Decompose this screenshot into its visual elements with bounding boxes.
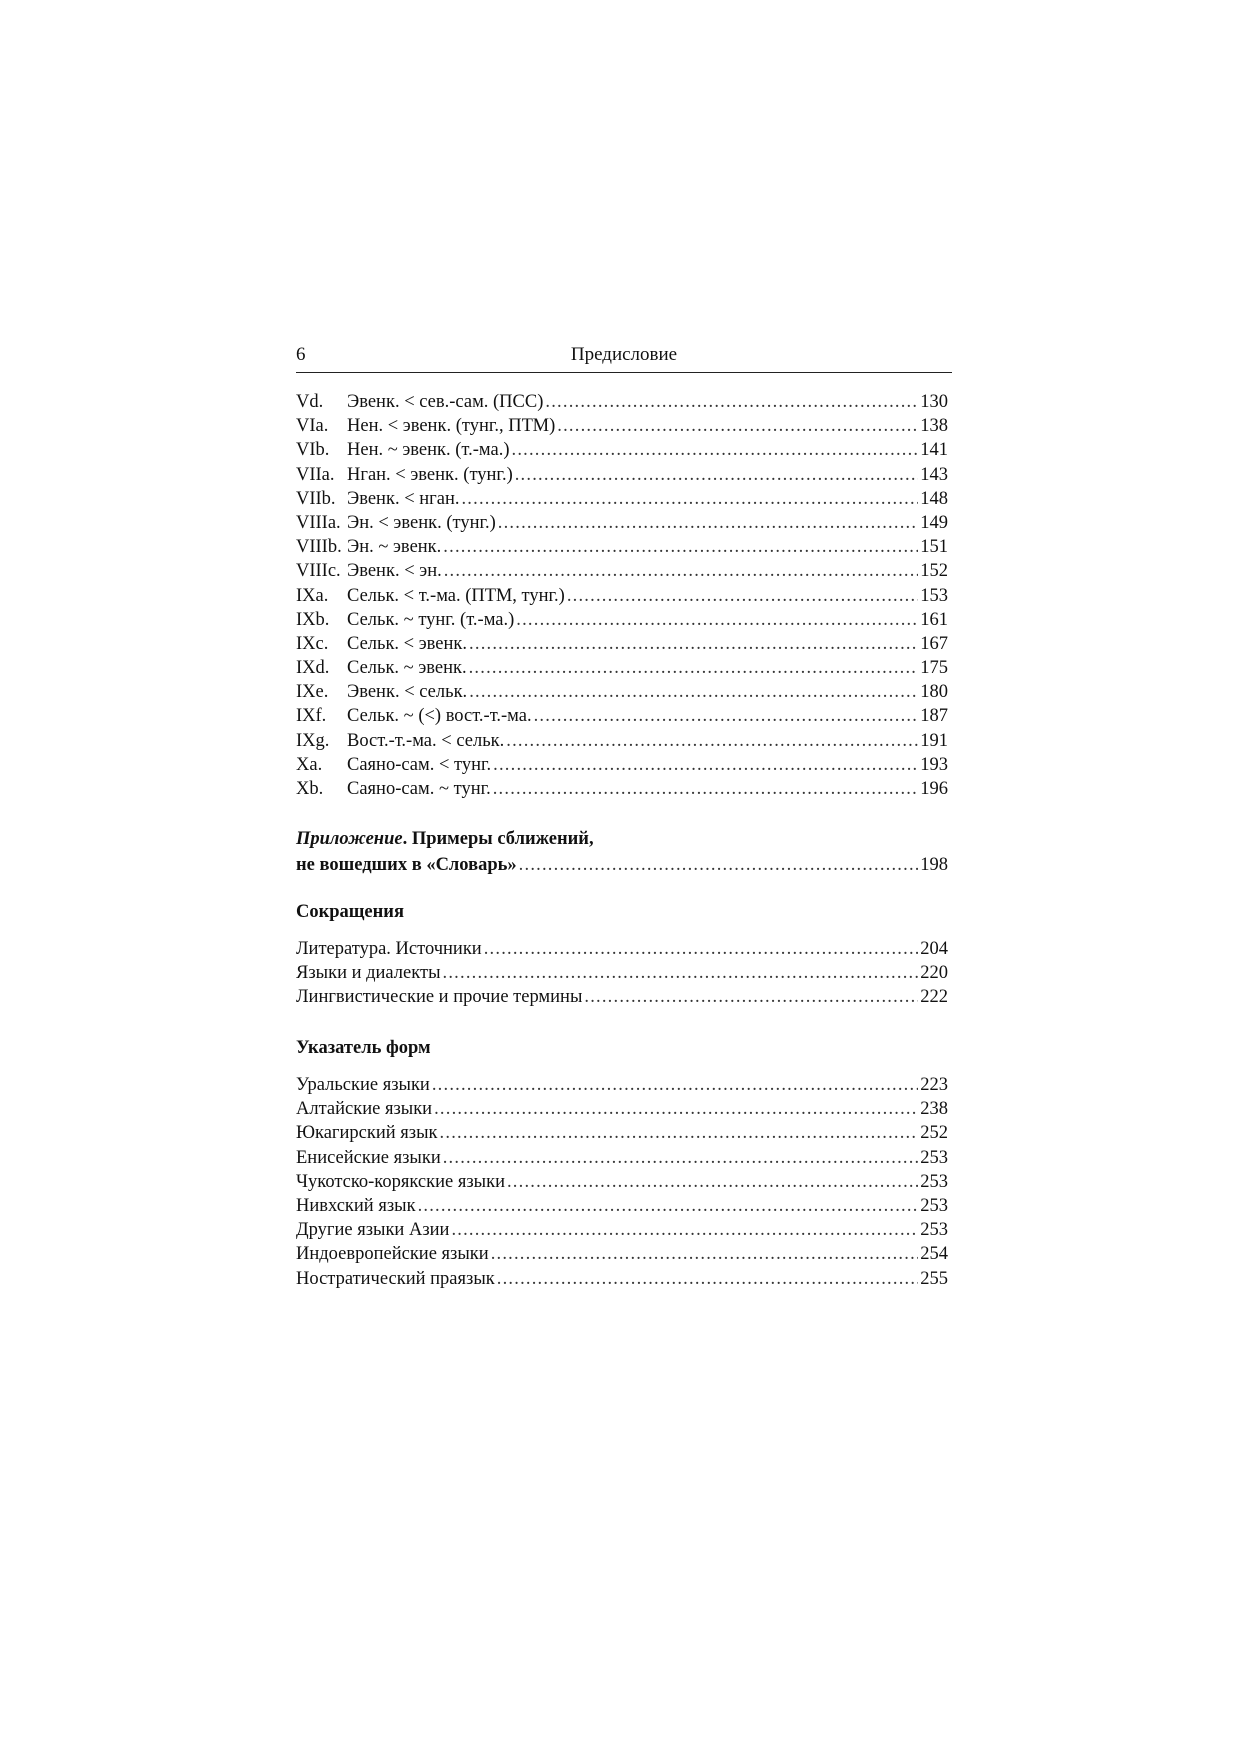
- dot-leader: [545, 390, 918, 414]
- toc-entry-title: Алтайские языки: [296, 1099, 433, 1120]
- toc-entry-page: 149: [920, 512, 948, 533]
- dot-leader: [418, 1194, 919, 1218]
- toc-entry-page: 196: [920, 779, 948, 799]
- toc-entry-page: 255: [920, 1268, 948, 1289]
- toc-entry: [296, 608, 948, 632]
- toc-entry-code: Xb.: [296, 779, 324, 799]
- toc-entry-title: Саяно-сам. ~ тунг.: [347, 779, 491, 799]
- toc-entry-code: VIIIa.: [296, 512, 341, 533]
- toc-entry-code: VIIb.: [296, 488, 336, 509]
- dot-leader: [516, 608, 918, 632]
- dot-leader: [461, 487, 918, 511]
- appendix-line-1: [296, 826, 948, 852]
- dot-leader: [506, 729, 918, 753]
- dot-leader: [432, 1073, 918, 1097]
- dot-leader: [444, 559, 919, 583]
- toc-entry-title: Нен. < эвенк. (тунг., ПТМ): [347, 416, 556, 437]
- toc-entry-page: 161: [920, 609, 948, 630]
- toc-entry-code: IXd.: [296, 658, 330, 679]
- toc-entry-title: Эвенк. < сев.-сам. (ПСС): [347, 392, 544, 412]
- toc-entry: [296, 390, 948, 414]
- toc-entry-title: Саяно-сам. < тунг.: [347, 754, 492, 775]
- toc-entry-code: VIIIb.: [296, 537, 342, 558]
- toc-entry-title: Вост.-т.-ма. < сельк.: [347, 730, 505, 751]
- dot-leader: [440, 1121, 919, 1145]
- toc-entry-page: 141: [920, 440, 948, 461]
- toc-entry: [296, 777, 948, 801]
- toc-entry: [296, 438, 948, 462]
- toc-entry-page: 151: [920, 537, 948, 558]
- appendix-page: 198: [920, 855, 948, 875]
- toc-entry-code: IXc.: [296, 633, 329, 654]
- toc-entry-title: Чукотско-корякские языки: [296, 1171, 505, 1192]
- toc-entry: [296, 559, 948, 583]
- toc-entry-page: 143: [920, 464, 948, 485]
- toc-entry: [296, 1146, 948, 1170]
- dot-leader: [469, 680, 918, 704]
- toc-entry-code: Xa.: [296, 754, 323, 775]
- appendix-entry: [296, 826, 948, 878]
- toc-entry-page: 130: [920, 392, 948, 412]
- toc-entry-page: 152: [920, 561, 948, 582]
- index-heading: Указатель форм: [296, 1038, 431, 1058]
- toc-entry-title: Литература. Источники: [296, 939, 482, 959]
- toc-entry: [296, 414, 948, 438]
- appendix-line-2: [296, 852, 948, 878]
- toc-entry-page: 253: [920, 1171, 948, 1192]
- toc-entry: [296, 1073, 948, 1097]
- toc-entry-title: Эвенк. < эн.: [347, 561, 442, 582]
- toc-entry-code: VIIa.: [296, 464, 335, 485]
- toc-entry: [296, 1170, 948, 1194]
- running-header: [296, 342, 952, 373]
- toc-entry: [296, 535, 948, 559]
- dot-leader: [534, 704, 919, 728]
- toc-entry: [296, 1097, 948, 1121]
- toc-entry-page: 148: [920, 488, 948, 509]
- dot-leader: [443, 1146, 919, 1170]
- toc-entry: [296, 656, 948, 680]
- dot-leader: [557, 414, 918, 438]
- toc-entry-title: Нган. < эвенк. (тунг.): [347, 464, 513, 485]
- dot-leader: [493, 777, 919, 801]
- toc-entry-title: Уральские языки: [296, 1075, 430, 1095]
- toc-entry-title: Сельк. < т.-ма. (ПТМ, тунг.): [347, 585, 565, 606]
- abbreviations-heading: Сокращения: [296, 902, 404, 922]
- toc-entry: [296, 704, 948, 728]
- toc-entry: [296, 961, 948, 985]
- dot-leader: [498, 511, 918, 535]
- toc-entry-page: 253: [920, 1195, 948, 1216]
- dot-leader: [443, 535, 918, 559]
- toc-entry-page: 222: [920, 987, 948, 1008]
- contact-sections-list: [296, 390, 948, 801]
- dot-leader: [507, 1170, 918, 1194]
- toc-entry: [296, 680, 948, 704]
- dot-leader: [567, 584, 918, 608]
- toc-entry-title: Лингвистические и прочие термины: [296, 987, 583, 1008]
- toc-entry-code: VIb.: [296, 440, 330, 461]
- toc-entry-page: 204: [920, 939, 948, 959]
- toc-entry-title: Нивхский язык: [296, 1195, 416, 1216]
- toc-entry-page: 153: [920, 585, 948, 606]
- toc-entry-code: IXa.: [296, 585, 329, 606]
- index-list: [296, 1073, 948, 1291]
- appendix-title-rest: . Примеры сближений,: [402, 829, 594, 849]
- toc-entry-code: Vd.: [296, 392, 324, 412]
- dot-leader: [491, 1242, 919, 1266]
- dot-leader: [434, 1097, 918, 1121]
- toc-entry-page: 138: [920, 416, 948, 437]
- page-number: 6: [296, 344, 306, 365]
- toc-entry-page: 193: [920, 754, 948, 775]
- toc-entry-title: Юкагирский язык: [296, 1123, 438, 1144]
- toc-entry-title: Языки и диалекты: [296, 963, 441, 984]
- toc-entry-page: 223: [920, 1075, 948, 1095]
- toc-entry-page: 187: [920, 706, 948, 727]
- toc-entry: [296, 584, 948, 608]
- toc-entry-title: Енисейские языки: [296, 1147, 441, 1168]
- toc-entry: [296, 729, 948, 753]
- toc-entry-title: Другие языки Азии: [296, 1220, 450, 1241]
- toc-entry-title: Индоевропейские языки: [296, 1244, 489, 1265]
- toc-entry-page: 180: [920, 682, 948, 703]
- toc-entry-title: Эн. ~ эвенк.: [347, 537, 442, 558]
- dot-leader: [515, 463, 919, 487]
- dot-leader: [512, 438, 919, 462]
- toc-entry: [296, 1194, 948, 1218]
- toc-entry: [296, 753, 948, 777]
- toc-entry-page: 253: [920, 1147, 948, 1168]
- toc-entry-code: IXf.: [296, 706, 327, 727]
- toc-entry: [296, 1242, 948, 1266]
- toc-entry-title: Сельк. < эвенк.: [347, 633, 468, 654]
- toc-entry: [296, 1267, 948, 1291]
- toc-entry-title: Эвенк. < нган.: [347, 488, 460, 509]
- toc-entry: [296, 937, 948, 961]
- toc-entry-code: IXg.: [296, 730, 330, 751]
- toc-entry-code: IXe.: [296, 682, 329, 703]
- toc-entry: [296, 487, 948, 511]
- toc-entry: [296, 632, 948, 656]
- dot-leader: [497, 1267, 918, 1291]
- toc-entry-page: 167: [920, 633, 948, 654]
- toc-entry-code: IXb.: [296, 609, 330, 630]
- toc-entry-page: 220: [920, 963, 948, 984]
- dot-leader: [484, 937, 919, 961]
- toc-entry-page: 253: [920, 1220, 948, 1241]
- appendix-label: Приложение: [296, 829, 403, 849]
- appendix-title-line2: не вошедших в «Словарь»: [296, 855, 517, 875]
- toc-entry-page: 191: [920, 730, 948, 751]
- dot-leader: [519, 852, 919, 878]
- abbreviations-list: [296, 937, 948, 1010]
- toc-entry-title: Эвенк. < сельк.: [347, 682, 468, 703]
- toc-entry-code: VIIIc.: [296, 561, 341, 582]
- toc-entry-page: 238: [920, 1099, 948, 1120]
- toc-entry: [296, 985, 948, 1009]
- dot-leader: [443, 961, 919, 985]
- dot-leader: [469, 632, 918, 656]
- toc-entry-code: VIa.: [296, 416, 329, 437]
- toc-entry: [296, 463, 948, 487]
- toc-entry-title: Эн. < эвенк. (тунг.): [347, 512, 496, 533]
- toc-entry: [296, 1218, 948, 1242]
- toc-entry-title: Сельк. ~ тунг. (т.-ма.): [347, 609, 515, 630]
- dot-leader: [469, 656, 919, 680]
- toc-entry-page: 254: [920, 1244, 948, 1265]
- toc-entry: [296, 1121, 948, 1145]
- toc-entry-title: Сельк. ~ эвенк.: [347, 658, 467, 679]
- dot-leader: [584, 985, 918, 1009]
- toc-entry-title: Ностратический праязык: [296, 1268, 495, 1289]
- toc-entry-title: Сельк. ~ (<) вост.-т.-ма.: [347, 706, 532, 727]
- running-title: Предисловие: [570, 344, 678, 365]
- dot-leader: [451, 1218, 918, 1242]
- toc-entry-title: Нен. ~ эвенк. (т.-ма.): [347, 440, 510, 461]
- toc-entry: [296, 511, 948, 535]
- toc-entry-page: 252: [920, 1123, 948, 1144]
- toc-entry-page: 175: [920, 658, 948, 679]
- dot-leader: [493, 753, 918, 777]
